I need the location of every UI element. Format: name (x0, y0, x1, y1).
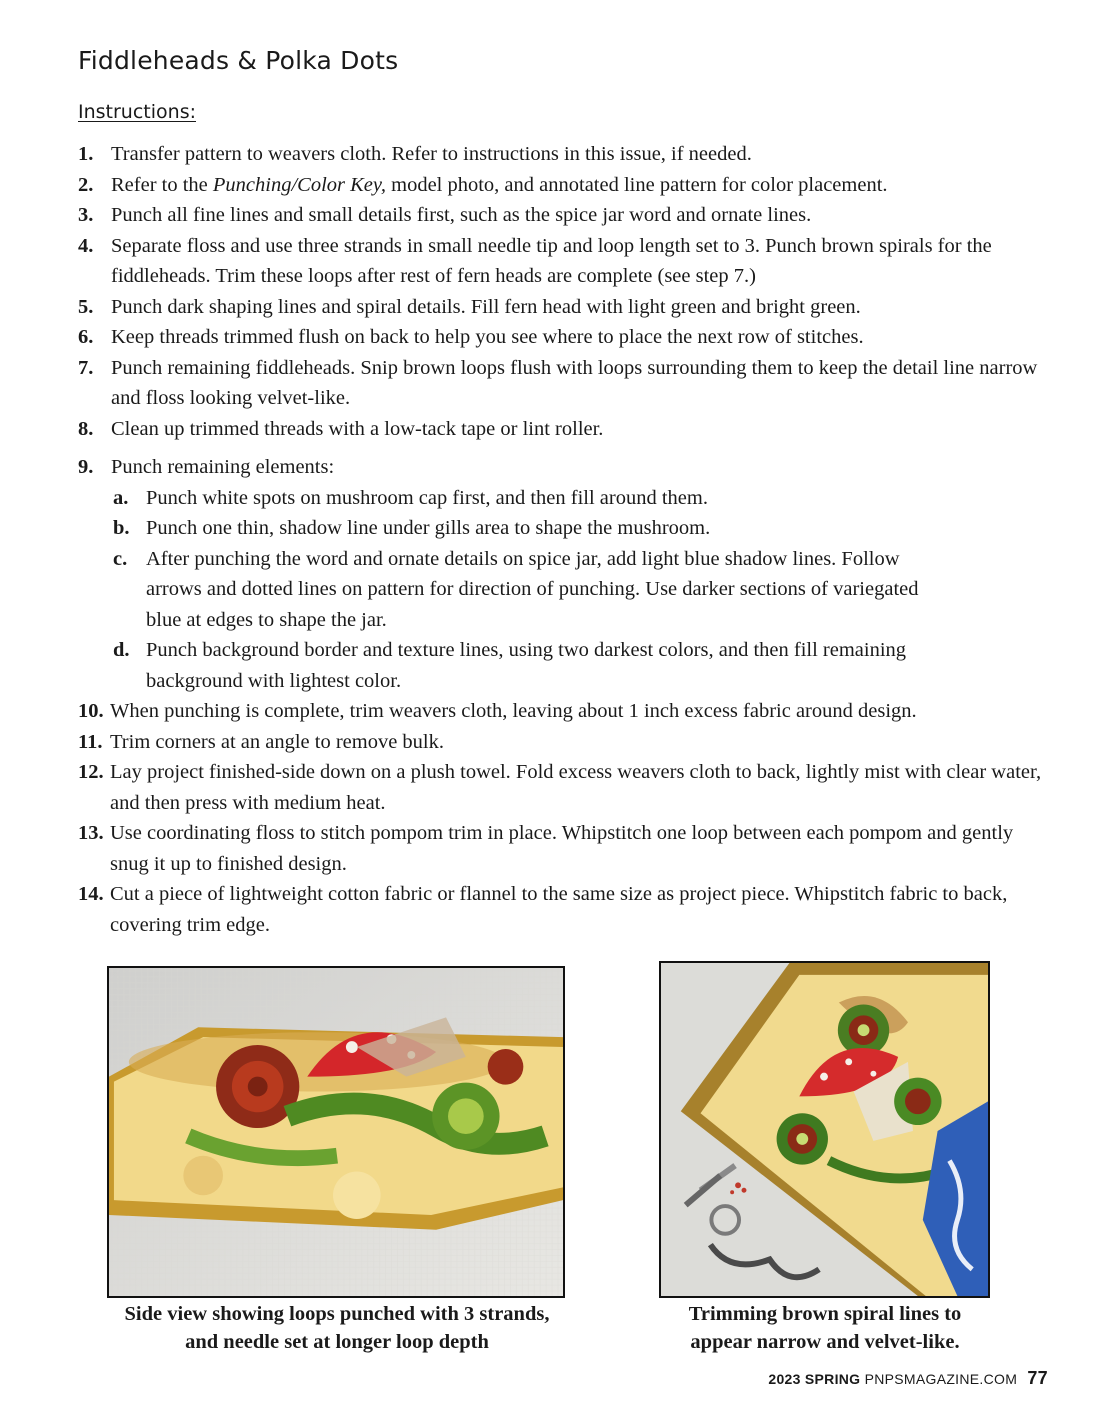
issue-label: 2023 SPRING (768, 1371, 861, 1387)
site-label: PNPSMAGAZINE.COM (864, 1371, 1018, 1387)
substep-c (78, 544, 946, 636)
step-text: Clean up trimmed threads with a low-tack tape or lint roller. (111, 417, 604, 440)
caption-line: Side view showing loops punched with 3 strands, (124, 1303, 550, 1325)
step-4 (78, 231, 1053, 292)
substep-letter: b. (113, 517, 130, 539)
substep-a (78, 483, 946, 514)
page-footer (768, 1368, 1048, 1389)
substep-text: Punch one thin, shadow line under gills area to shape the mushroom. (146, 517, 711, 539)
step-number: 7. (78, 356, 94, 379)
step-number: 6. (78, 326, 94, 348)
step-9 (78, 452, 1053, 483)
step-text: When punching is complete, trim weavers cloth, leaving about 1 inch excess fabric around design. (110, 700, 917, 722)
trimming-photo (659, 961, 990, 1298)
step-11 (78, 727, 1053, 758)
substep-text: Punch white spots on mushroom cap first, and then fill around them. (146, 486, 708, 509)
caption-line: and needle set at longer loop depth (185, 1331, 489, 1353)
step-7 (78, 353, 1053, 414)
step-10 (78, 696, 1053, 727)
step-text: Separate floss and use three strands in small needle tip and loop length set to 3. Punch brown spirals for the fiddleheads. Trim these loops after rest of fern heads are complete (see step 7.) (111, 234, 992, 287)
step-number: 4. (78, 234, 94, 257)
step-number: 5. (78, 295, 94, 318)
left-photo-caption (100, 1300, 574, 1356)
step-12 (78, 757, 1053, 818)
step-text-italic: Punching/Color Key, (212, 173, 386, 196)
step-text: Punch dark shaping lines and spiral details. Fill fern head with light green and bright green. (111, 295, 861, 318)
step-number: 3. (78, 204, 94, 226)
step-3 (78, 200, 1053, 231)
step-14 (78, 879, 1053, 940)
step-number: 11. (78, 730, 103, 753)
step-text: Keep threads trimmed flush on back to help you see where to place the next row of stitches. (111, 326, 864, 348)
substep-letter: a. (113, 486, 129, 509)
step-number: 14. (78, 883, 104, 905)
page-number: 77 (1027, 1368, 1048, 1388)
step-text: Lay project finished-side down on a plush towel. Fold excess weavers cloth to back, lightly mist with clear water, and then press with medium heat. (110, 761, 1042, 814)
step-number: 1. (78, 143, 94, 165)
section-heading: Instructions: (78, 101, 196, 123)
step-number: 9. (78, 456, 94, 478)
step-number: 2. (78, 173, 94, 196)
step-8 (78, 414, 1053, 445)
step-1 (78, 139, 1053, 170)
step-number: 10. (78, 700, 104, 722)
substep-b (78, 513, 946, 544)
caption-line: appear narrow and velvet-like. (690, 1331, 960, 1353)
step-6 (78, 322, 1053, 353)
step-text: Transfer pattern to weavers cloth. Refer to instructions in this issue, if needed. (111, 143, 752, 165)
caption-line: Trimming brown spiral lines to (688, 1303, 962, 1325)
step-text: Punch remaining fiddleheads. Snip brown loops flush with loops surrounding them to keep the detail line narrow and floss looking velvet-like. (111, 356, 1038, 409)
step-text: Cut a piece of lightweight cotton fabric or flannel to the same size as project piece. Whipstitch fabric to back, covering trim edge. (110, 883, 1008, 936)
step-5 (78, 292, 1053, 323)
step-number: 13. (78, 822, 104, 844)
substep-text: Punch background border and texture lines, using two darkest colors, and then fill remaining background with lightest color. (146, 639, 907, 692)
step-text: Use coordinating floss to stitch pompom trim in place. Whipstitch one loop between each pompom and gently snug it up to finished design. (110, 822, 1014, 875)
step-text: Punch all fine lines and small details first, such as the spice jar word and ornate lines. (111, 204, 812, 226)
substep-letter: c. (113, 547, 128, 570)
instruction-list (78, 139, 1053, 940)
side-view-photo (107, 966, 565, 1298)
step-text: model photo, and annotated line pattern for color placement. (386, 173, 888, 196)
step-2 (78, 170, 1053, 201)
step-number: 12. (78, 761, 104, 783)
right-photo-caption (640, 1300, 1010, 1356)
step-text: Punch remaining elements: (111, 456, 335, 478)
step-number: 8. (78, 417, 94, 440)
page-title: Fiddleheads & Polka Dots (78, 46, 399, 75)
substep-letter: d. (113, 639, 130, 661)
substep-text: After punching the word and ornate details on spice jar, add light blue shadow lines. Follow arrows and dotted lines on pattern for direction of punching. Use darker sections of variegated blue at edges to shape the jar. (146, 547, 919, 631)
step-13 (78, 818, 1053, 879)
step-text: Refer to the (111, 173, 213, 196)
substep-d (78, 635, 946, 696)
step-text: Trim corners at an angle to remove bulk. (110, 730, 444, 753)
